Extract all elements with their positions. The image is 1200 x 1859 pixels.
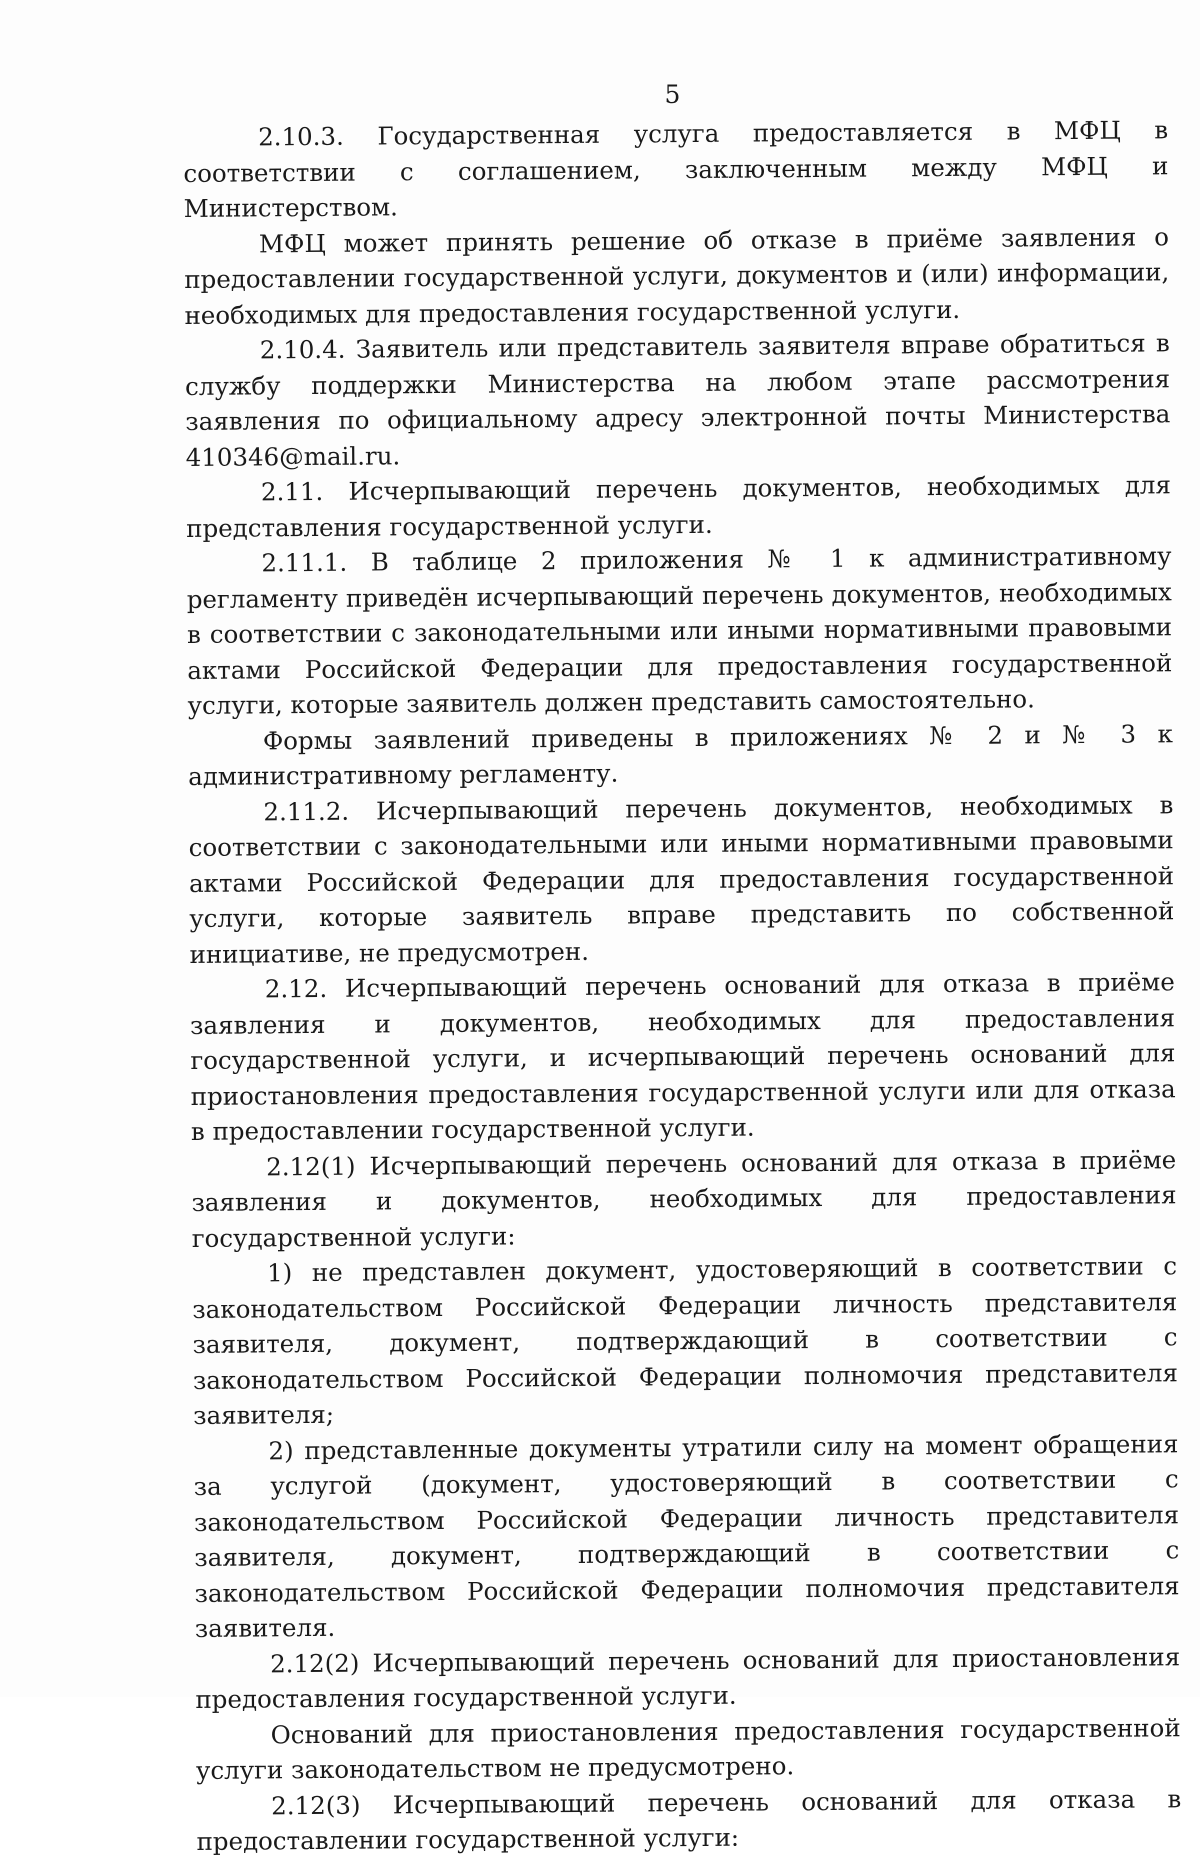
paragraph-2-11-1: 2.11.1. В таблице 2 приложения № 1 к административному регламенту приведён исчерпывающий перечень документов, необходимых в соответствии с законодательными или иными нормативными правовыми актами Российской Федерации для предоставления государственной услуги, которые заявитель должен представить самостоятельно. <box>186 541 1173 720</box>
paragraph-2-10-3: 2.10.3. Государственная услуга предоставляется в МФЦ в соответствии с соглашением, заключенным между МФЦ и Министерством. <box>183 115 1169 223</box>
document-body <box>183 112 1182 1859</box>
paragraph-2-12-3: 2.12(3) Исчерпывающий перечень оснований для отказа в предоставлении государственной услуги: <box>196 1783 1182 1856</box>
list-item-1: 1) не представлен документ, удостоверяющий в соответствии с законодательством Российской Федерации личность представителя заявителя, документ, подтверждающий в соответствии с законодательством Российской Федерации полномочия представителя заявителя; <box>192 1251 1178 1430</box>
paragraph-2-11: 2.11. Исчерпывающий перечень документов, необходимых для представления государственной услуги. <box>186 470 1172 543</box>
list-item-2: 2) представленные документы утратили силу на момент обращения за услугой (документ, удостоверяющий в соответствии с законодательством Российской Федерации личность представителя заявителя, документ, подтверждающий в соответствии с законодательством Российской Федерации полномочия представителя заявителя. <box>193 1428 1180 1643</box>
paragraph-application-forms: Формы заявлений приведены в приложениях № 2 и № 3 к административному регламенту. <box>188 718 1173 791</box>
paragraph-no-suspension: Оснований для приостановления предоставления государственной услуги законодательством не предусмотрено. <box>195 1712 1181 1785</box>
paragraph-2-11-2: 2.11.2. Исчерпывающий перечень документов, необходимых в соответствии с законодательными или иными нормативными правовыми актами Российской Федерации для предоставления государственной услуги, которые заявитель вправе представить по собственной инициативе, не предусмотрен. <box>188 789 1175 969</box>
page-number: 5 <box>664 80 681 109</box>
paragraph-2-12-2: 2.12(2) Исчерпывающий перечень оснований для приостановления предоставления государственной услуги. <box>195 1641 1181 1714</box>
paragraph-2-12-1: 2.12(1) Исчерпывающий перечень оснований для отказа в приёме заявления и документов, необходимых для предоставления государственной услуги: <box>191 1144 1177 1253</box>
paragraph-mfc-refusal: МФЦ может принять решение об отказе в приёме заявления о предоставлении государственной услуги, документов и (или) информации, необходимых для предоставления государственной услуги. <box>184 221 1170 330</box>
paragraph-2-12: 2.12. Исчерпывающий перечень оснований для отказа в приёме заявления и документов, необходимых для предоставления государственной услуги, и исчерпывающий перечень оснований для приостановления предоставления государственной услуги или для отказа в предоставлении государственной услуги. <box>189 967 1176 1146</box>
paragraph-2-10-4: 2.10.4. Заявитель или представитель заявителя вправе обратиться в службу поддержки Министерства на любом этапе рассмотрения заявления по официальному адресу электронной почты Министерства 410346@mail.ru. <box>184 328 1171 472</box>
